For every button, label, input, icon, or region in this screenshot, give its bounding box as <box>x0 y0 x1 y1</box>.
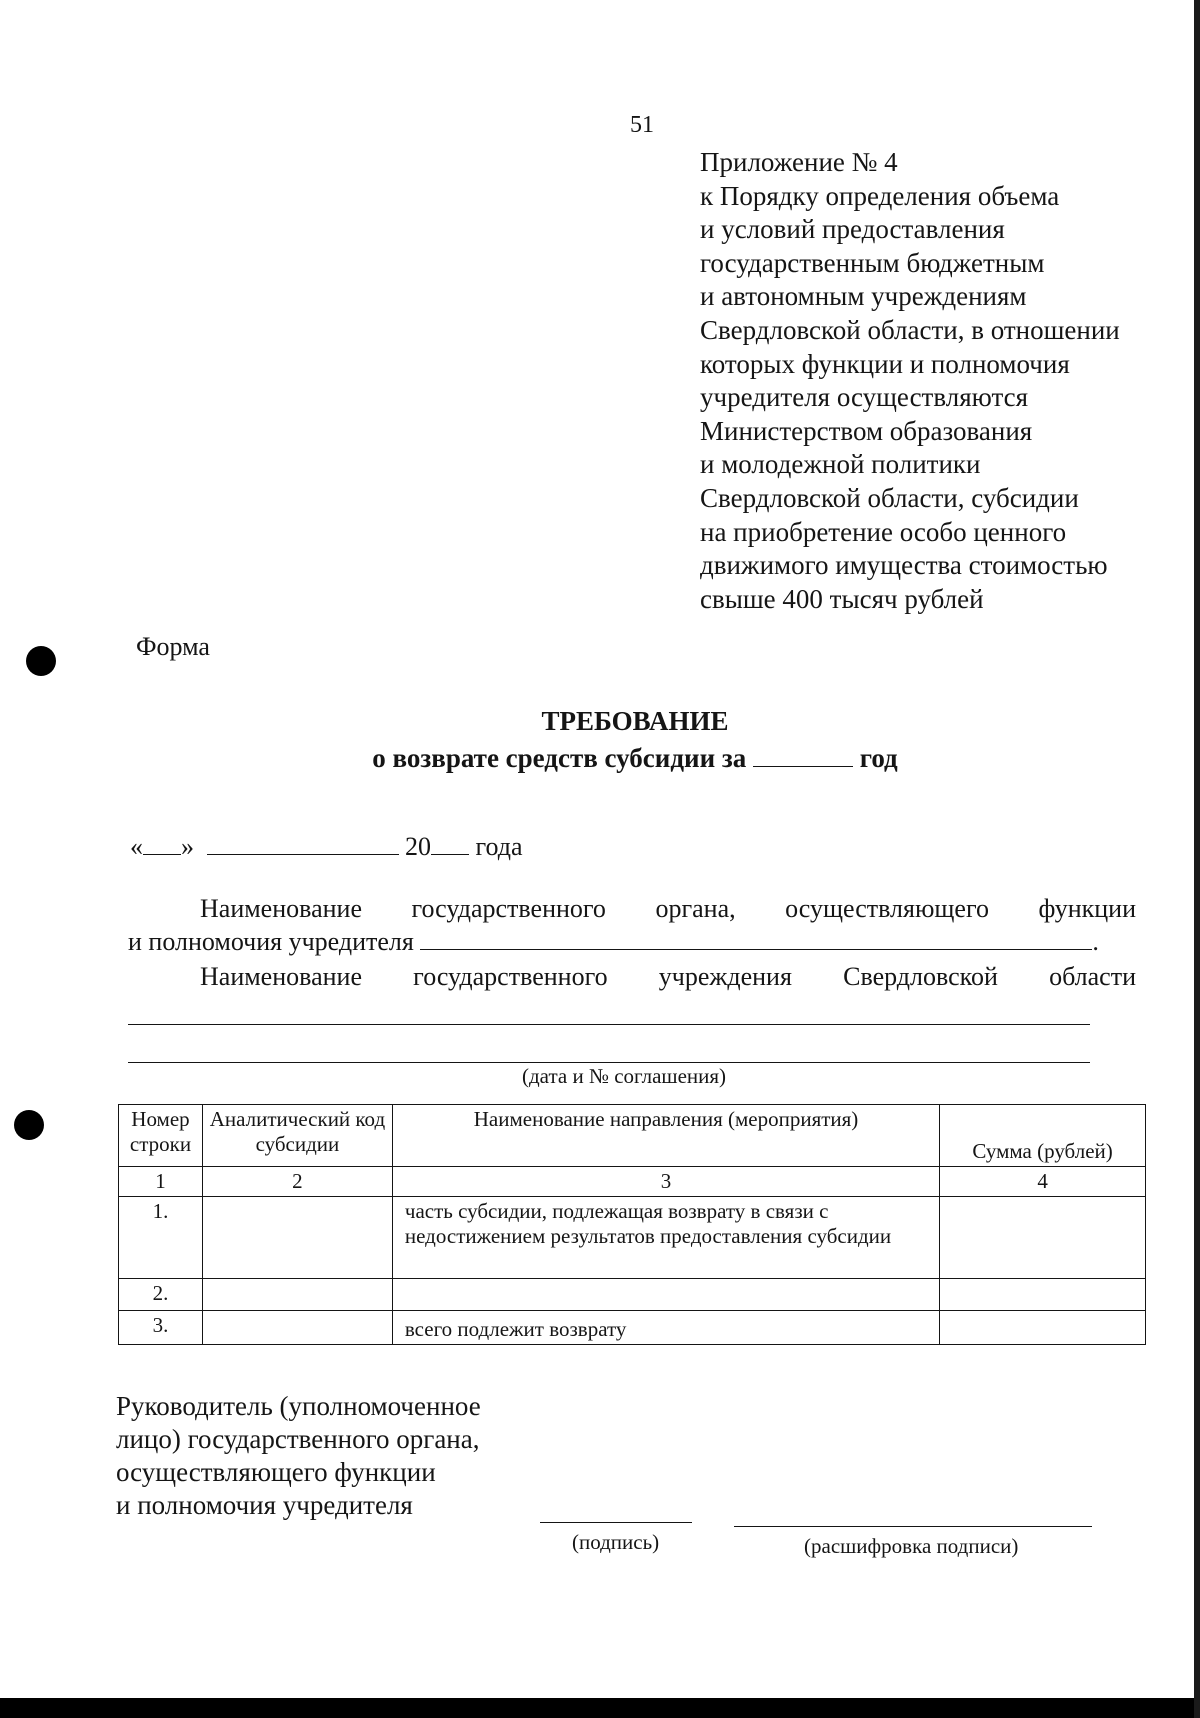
signer-line: и полномочия учредителя <box>116 1490 413 1520</box>
signature-caption: (подпись) <box>572 1530 660 1554</box>
appendix-line: Свердловской области, субсидии <box>700 482 1079 513</box>
appendix-line: которых функции и полномочия <box>700 348 1070 379</box>
organ-label-line1: Наименование государственного органа, осуществляющего функции <box>200 894 1136 923</box>
agreement-line <box>128 1062 1090 1063</box>
table-row <box>119 1279 1146 1311</box>
appendix-block <box>700 146 1170 616</box>
appendix-line: к Порядку определения объема <box>700 180 1060 211</box>
century-label: 20 <box>405 832 431 861</box>
appendix-line: учредителя осуществляются <box>700 382 1028 413</box>
table-column-numbers-row <box>119 1167 1146 1197</box>
scan-bottom-bar <box>0 1698 1200 1718</box>
institution-name-line <box>128 1024 1090 1025</box>
page-number: 51 <box>630 112 654 138</box>
header-row-number: Номер строки <box>119 1105 203 1167</box>
signer-block <box>116 1390 481 1522</box>
year-word: года <box>475 832 523 861</box>
subsidy-table <box>118 1104 1146 1345</box>
row-direction: всего подлежит возврату <box>392 1311 939 1345</box>
signature-line <box>540 1522 692 1523</box>
open-quote: « <box>130 832 143 861</box>
signature-decode-line <box>734 1526 1092 1527</box>
row-number: 3. <box>119 1311 203 1345</box>
punch-hole-bottom <box>14 1110 44 1140</box>
column-number: 4 <box>940 1167 1146 1197</box>
punch-hole-top <box>26 646 56 676</box>
subtitle-prefix: о возврате средств субсидии за <box>372 743 747 773</box>
signer-line: осуществляющего функции <box>116 1457 436 1487</box>
table-header-row <box>119 1105 1146 1167</box>
header-sum: Сумма (рублей) <box>940 1105 1146 1167</box>
organ-label-text: и полномочия учредителя <box>128 927 414 956</box>
row-code <box>202 1197 392 1279</box>
day-blank <box>143 834 181 855</box>
row-number: 2. <box>119 1279 203 1311</box>
organ-name-blank <box>420 929 1092 950</box>
appendix-line: свыше 400 тысяч рублей <box>700 583 984 614</box>
row-sum <box>940 1311 1146 1345</box>
appendix-line: Приложение № 4 <box>700 147 898 177</box>
organ-label-line2: и полномочия учредителя . <box>128 927 1099 956</box>
appendix-line: Свердловской области, в отношении <box>700 314 1120 345</box>
row-code <box>202 1311 392 1345</box>
month-blank <box>207 834 399 855</box>
column-number: 2 <box>202 1167 392 1197</box>
signer-line: Руководитель (уполномоченное <box>116 1391 481 1421</box>
scan-right-edge <box>1194 0 1200 1718</box>
row-code <box>202 1279 392 1311</box>
subtitle-suffix: год <box>859 743 898 773</box>
appendix-line: движимого имущества стоимостью <box>700 550 1108 581</box>
year-blank <box>753 746 853 767</box>
appendix-line: и условий предоставления <box>700 214 1005 245</box>
table-row <box>119 1311 1146 1345</box>
appendix-line: на приобретение особо ценного <box>700 516 1067 547</box>
appendix-line: и автономным учреждениям <box>700 281 1027 312</box>
row-direction: часть субсидии, подлежащая возврату в связи с недостижением результатов предоставления субсидии <box>392 1197 939 1279</box>
close-quote: » <box>181 832 194 861</box>
table-row <box>119 1197 1146 1279</box>
year-suffix-blank <box>431 834 469 855</box>
institution-label: Наименование государственного учреждения Свердловской области <box>200 962 1136 991</box>
appendix-line: государственным бюджетным <box>700 247 1045 278</box>
agreement-caption: (дата и № соглашения) <box>522 1064 727 1088</box>
row-sum <box>940 1279 1146 1311</box>
signature-decode-caption: (расшифровка подписи) <box>804 1534 1019 1558</box>
appendix-line: Министерством образования <box>700 415 1033 446</box>
header-analytic-code: Аналитический код субсидии <box>202 1105 392 1167</box>
document-title: ТРЕБОВАНИЕ <box>541 706 729 736</box>
document-subtitle <box>0 743 1200 774</box>
form-label: Форма <box>136 632 210 661</box>
row-direction <box>392 1279 939 1311</box>
header-direction: Наименование направления (мероприятия) <box>392 1105 939 1167</box>
date-line <box>130 832 523 862</box>
row-sum <box>940 1197 1146 1279</box>
column-number: 1 <box>119 1167 203 1197</box>
row-number: 1. <box>119 1197 203 1279</box>
column-number: 3 <box>392 1167 939 1197</box>
appendix-line: и молодежной политики <box>700 449 981 480</box>
signer-line: лицо) государственного органа, <box>116 1424 480 1454</box>
